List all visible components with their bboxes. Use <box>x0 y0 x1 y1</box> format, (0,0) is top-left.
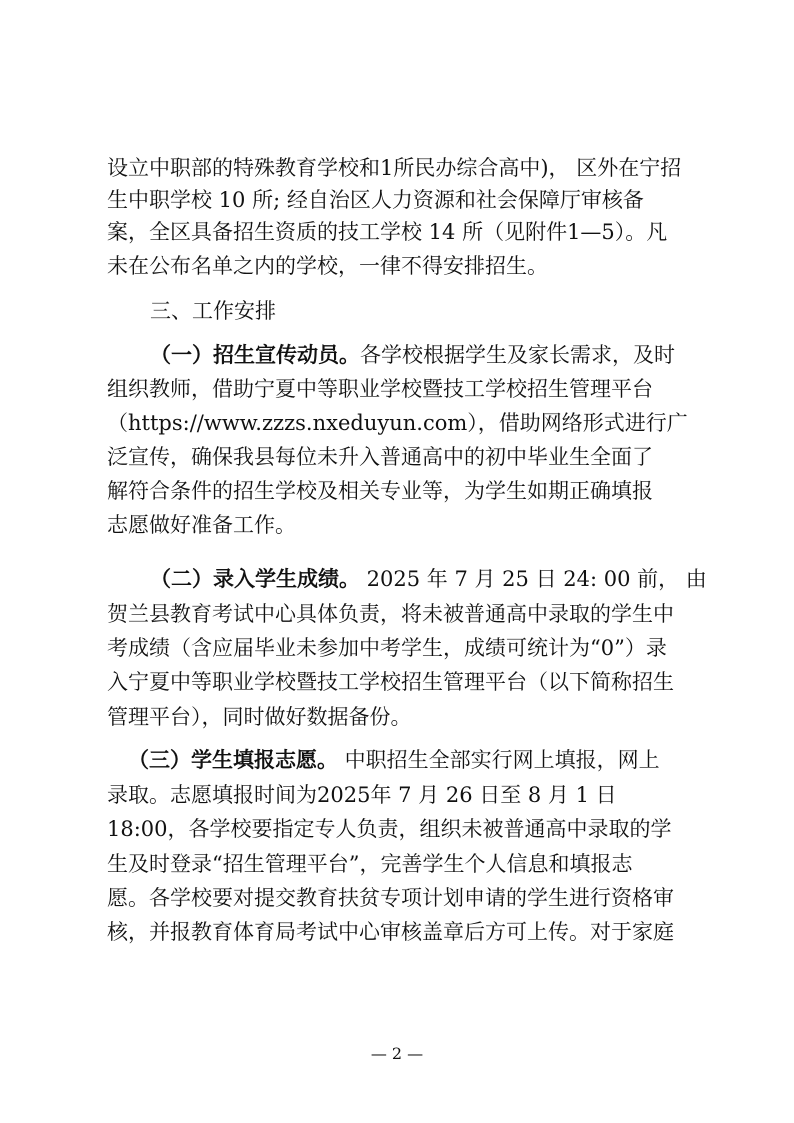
paragraph-line: 考成绩（含应届毕业未参加中考学生，成绩可统计为“0”）录 <box>107 636 667 660</box>
paragraph-line: 18:00，各学校要指定专人负责，组织未被普通高中录取的学 <box>107 817 672 841</box>
paragraph-line: 入宁夏中等职业学校暨技工学校招生管理平台（以下简称招生 <box>107 670 674 694</box>
section-heading: 三、工作安排 <box>150 299 276 323</box>
paragraph-line: 贺兰县教育考试中心具体负责，将未被普通高中录取的学生中 <box>107 602 674 626</box>
subsection-heading: （一）招生宣传动员。 <box>150 342 360 367</box>
paragraph-line: 生中职学校 10 所; 经自治区人力资源和社会保障厅审核备 <box>107 188 644 212</box>
paragraph-text: 2025 年 7 月 25 日 24: 00 前， 由 <box>360 567 707 591</box>
paragraph-line: （https://www.zzzs.nxeduyun.com），借助网络形式进行广 <box>107 411 688 435</box>
page-number: — 2 — <box>370 1044 424 1063</box>
subsection-heading: （二）录入学生成绩。 <box>150 566 360 591</box>
paragraph-line: 设立中职部的特殊教育学校和1所民办综合高中)， 区外在宁招 <box>107 156 682 180</box>
paragraph-line: 组织教师，借助宁夏中等职业学校暨技工学校招生管理平台 <box>107 377 653 401</box>
paragraph-line <box>150 341 697 369</box>
paragraph-line: 案，全区具备招生资质的技工学校 14 所（见附件1—5）。凡 <box>107 220 668 244</box>
paragraph-line: 管理平台），同时做好数据备份。 <box>107 705 412 729</box>
paragraph-line: 泛宣传，确保我县每位未升入普通高中的初中毕业生全面了 <box>107 445 653 469</box>
paragraph-line: 录取。志愿填报时间为2025年 7 月 26 日至 8 月 1 日 <box>107 783 617 807</box>
paragraph-line: 解符合条件的招生学校及相关专业等，为学生如期正确填报 <box>107 479 653 503</box>
paragraph-text: 中职招生全部实行网上填报，网上 <box>338 748 660 772</box>
paragraph-text: 各学校根据学生及家长需求，及时 <box>360 343 675 367</box>
paragraph-line: 核，并报教育体育局考试中心审核盖章后方可上传。对于家庭 <box>107 920 674 944</box>
paragraph-line: 未在公布名单之内的学校，一律不得安排招生。 <box>107 254 548 278</box>
paragraph-line <box>128 746 697 774</box>
paragraph-line: 生及时登录“招生管理平台”，完善学生个人信息和填报志 <box>107 852 633 876</box>
subsection-heading: （三）学生填报志愿。 <box>128 747 338 772</box>
paragraph-line: 愿。各学校要对提交教育扶贫专项计划申请的学生进行资格审 <box>107 886 674 910</box>
paragraph-line: 志愿做好准备工作。 <box>107 513 296 537</box>
paragraph-line <box>150 565 707 593</box>
